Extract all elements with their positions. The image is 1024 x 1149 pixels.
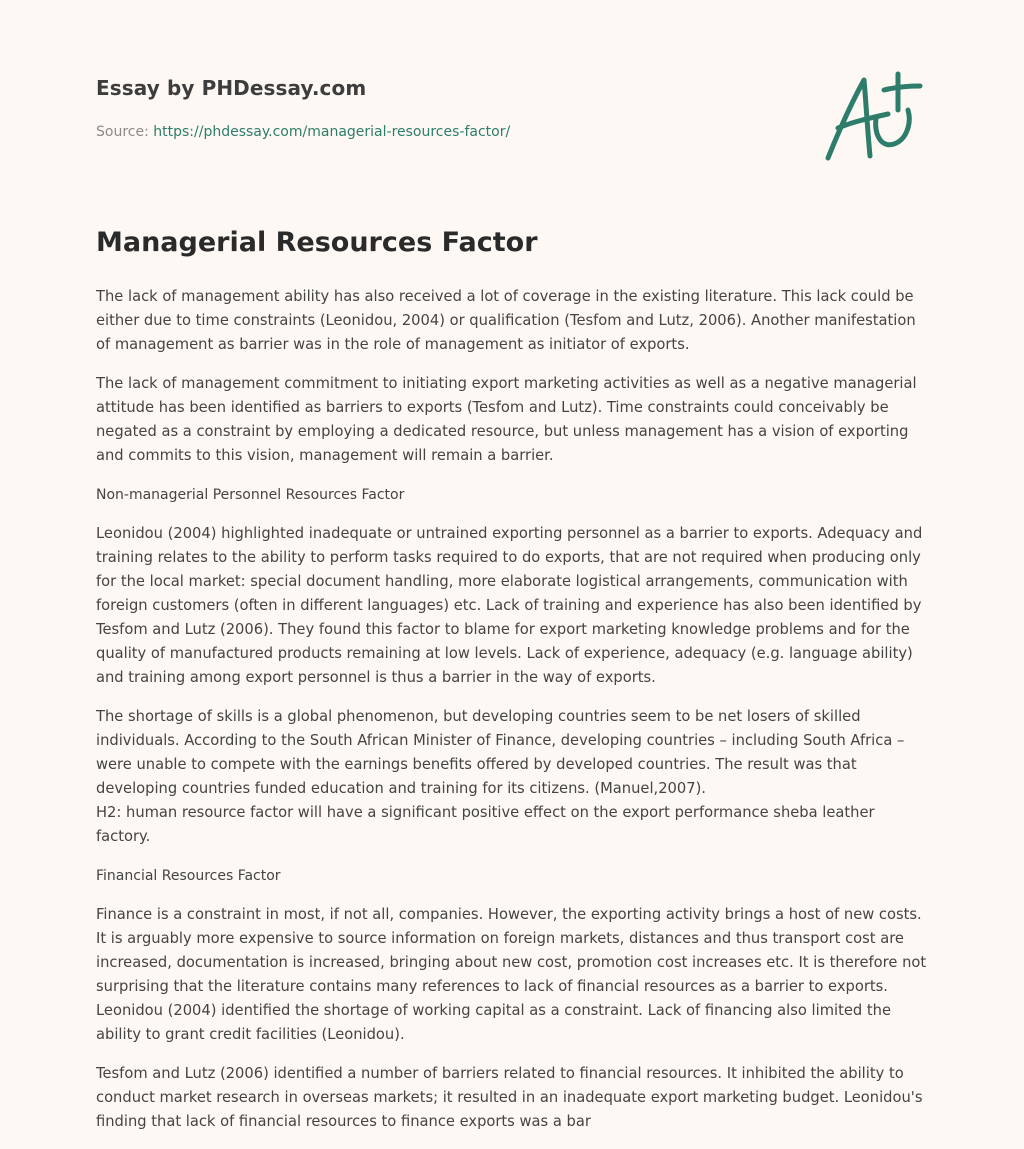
paragraph: Tesfom and Lutz (2006) identified a number of barriers related to financial resources. It inhibited the ability to conduct market research in overseas markets; it resulted in an inadequate export marketing budget. Leonidou's finding that lack of financial resources to finance exports was a bar	[96, 1065, 923, 1130]
paragraph-text: The shortage of skills is a global phenomenon, but developing countries seem to be net losers of skilled individuals. According to the South African Minister of Finance, developing countries – including South Africa – were unable to compete with the earnings benefits offered by developed countries. The result was that developing countries funded education and training for its citizens. (Manuel,2007).	[96, 708, 905, 797]
paragraph: The lack of management ability has also received a lot of coverage in the existing literature. This lack could be either due to time constraints (Leonidou, 2004) or qualification (Tesfom and Lutz, 2006). Another manifestation of management as barrier was in the role of management as initiator of exports.	[96, 288, 916, 353]
essay-title: Managerial Resources Factor	[96, 227, 538, 258]
paragraph	[96, 705, 932, 849]
paragraph: Leonidou (2004) highlighted inadequate or untrained exporting personnel as a barrier to exports. Adequacy and training relates to the ability to perform tasks required to do exports, that are not required when producing only for the local market: special document handling, more elaborate logistical arrangements, communication with foreign customers (often in different languages) etc. Lack of training and experience has also been identified by Tesfom and Lutz (2006). They found this factor to blame for export marketing knowledge problems and for the quality of manufactured products remaining at low levels. Lack of experience, adequacy (e.g. language ability) and training among export personnel is thus a barrier in the way of exports.	[96, 525, 923, 686]
source-label: Source:	[96, 124, 154, 140]
paragraph: The lack of management commitment to initiating export marketing activities as well as a negative managerial attitude has been identified as barriers to exports (Tesfom and Lutz). Time constraints could conceivably be negated as a constraint by employing a dedicated resource, but unless management has a vision of exporting and commits to this vision, management will remain a barrier.	[96, 375, 917, 464]
section-heading: Non-managerial Personnel Resources Factor	[96, 487, 405, 503]
essay-body	[96, 285, 932, 1149]
source-line	[96, 124, 510, 140]
site-brand: Essay by PHDessay.com	[96, 76, 367, 100]
a-plus-icon	[820, 66, 924, 166]
hypothesis-text: H2: human resource factor will have a significant positive effect on the export performance sheba leather factory.	[96, 804, 875, 845]
section-heading: Financial Resources Factor	[96, 868, 281, 884]
source-link[interactable]: https://phdessay.com/managerial-resources-factor/	[153, 124, 511, 140]
paragraph: Finance is a constraint in most, if not all, companies. However, the exporting activity brings a host of new costs. It is arguably more expensive to source information on foreign markets, distances and thus transport cost are increased, documentation is increased, bringing about new cost, promotion cost increases etc. It is therefore not surprising that the literature contains many references to lack of financial resources as a barrier to exports. Leonidou (2004) identified the shortage of working capital as a constraint. Lack of financing also limited the ability to grant credit facilities (Leonidou).	[96, 906, 927, 1043]
